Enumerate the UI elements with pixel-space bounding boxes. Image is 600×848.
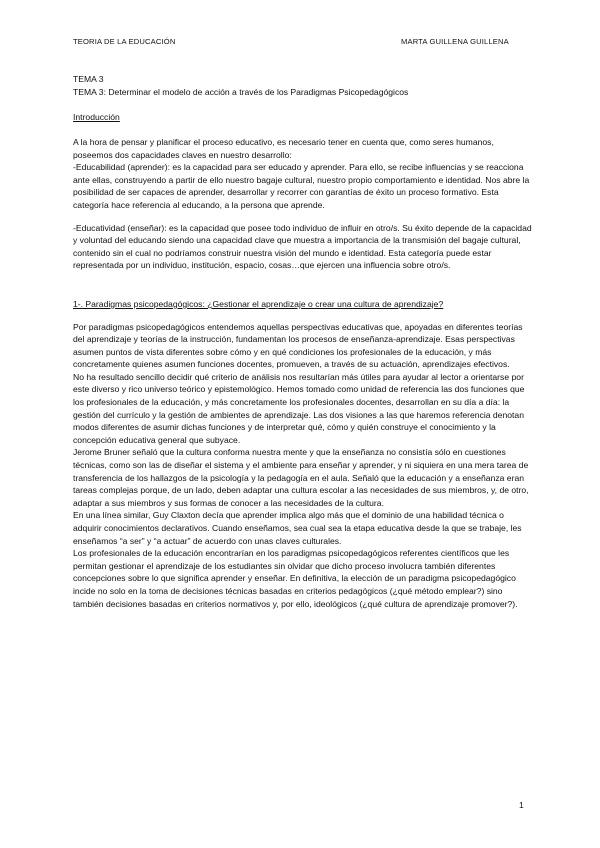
intro-paragraph-1: A la hora de pensar y planificar el proceso educativo, es necesario tener en cuenta que, como seres humanos, poseemos dos capacidades claves en nuestro desarrollo: bbox=[73, 136, 494, 160]
intro-paragraph-educabilidad: -Educabilidad (aprender): es la capacidad para ser educado y aprender. Para ello, se recibe influencias y se reacciona ante ellas, construyendo a partir de ello nuestro bagaje cultural, nuestro propio comportamiento e identidad. Nos abre la posibilidad de ser capaces de aprender, desarrollar y recorrer con garantías de éxito un proceso formativo. Esta categoría hace referencia al educando, a la persona que aprende. bbox=[73, 162, 530, 210]
document-body bbox=[73, 73, 533, 610]
tema-label: TEMA 3 bbox=[73, 74, 104, 84]
header-course-title: TEORIA DE LA EDUCACIÓN bbox=[73, 37, 176, 46]
section-1-paragraph-3: Jerome Bruner señaló que la cultura conforma nuestra mente y que la enseñanza no consistía sólo en cuestiones técnicas, como son las de diseñar el sistema y el ambiente para enseñar y aprender, y ni siquiera en una mera tarea de transferencia de los hallazgos de la psicología y la pedagogía en el aula. Señaló que la educación y a enseñanza eran tareas complejas porque, de un lado, deben adaptar una cultura escolar a las necesidades de sus miembros, y, de otro, adaptar a sus miembros y sus formas de conocer a las necesidades de la cultura. bbox=[73, 447, 529, 508]
section-1-paragraph-2: No ha resultado sencillo decidir qué criterio de análisis nos resultarían más útiles para ayudar al lector a orientarse por este diverso y rico universo teórico y epistemológico. Hemos tomado como unidad de referencia las dos funciones que los profesionales de la educación, y más concretamente los profesionales docentes, desarrollan en su día a día: la gestión del currículo y la gestión de ambientes de aprendizaje. Las dos visiones a las que haremos referencia denotan modos diferentes de asumir dichas funciones y de interpretar qué, cómo y quién construye el conocimiento y la concepción educativa general que subyace. bbox=[73, 371, 525, 445]
header-author-name: MARTA GUILLENA GUILLENA bbox=[401, 37, 509, 46]
page-number: 1 bbox=[519, 800, 524, 810]
intro-paragraph-educatividad: -Educatividad (enseñar): es la capacidad que posee todo individuo de influir en otro/s. Su éxito depende de la capacidad y voluntad del educando siendo una capacidad clave que muestra a importancia de la transmisión del bagaje cultural, contenido sin el cual no podríamos construir nuestra visión del mundo e identidad. Esta categoría puede estar representada por un individuo, institución, espacio, cosas…que ejercen una influencia sobre otro/s. bbox=[73, 222, 532, 271]
section-1-paragraph-1: Por paradigmas psicopedagógicos entendemos aquellas perspectivas educativas que, apoyadas en diferentes teorías del aprendizaje y teorías de la instrucción, fundamentan los procesos de enseñanza-aprendizaje. Esas perspectivas asumen puntos de vista diferentes sobre cómo y en qué condiciones los profesionales de la educación, y más concretamente quienes asumen funciones docentes, promueven, a través de su actuación, aprendizajes efectivos. bbox=[73, 321, 523, 370]
tema-title: TEMA 3: Determinar el modelo de acción a través de los Paradigmas Psicopedagógicos bbox=[73, 86, 409, 97]
section-1-paragraph-5: Los profesionales de la educación encontrarían en los paradigmas psicopedagógicos referentes científicos que les permitan gestionar el aprendizaje de los estudiantes sin olvidar que dicho proceso involucra también diferentes concepciones sobre lo que significa aprender y enseñar. En definitiva, la elección de un paradigma psicopedagógico incide no solo en la toma de decisiones técnicas basadas en criterios pedagógicos (¿qué método emplear?) sino también decisiones basadas en criterios normativos y, por ello, ideológicos (¿qué cultura de aprendizaje promover?). bbox=[73, 548, 518, 609]
intro-heading: Introducción bbox=[73, 111, 120, 122]
section-1-paragraph-4: En una línea similar, Guy Claxton decía que aprender implica algo más que el dominio de una habilidad técnica o adquirir conocimientos declarativos. Cuando enseñamos, sea cual sea la etapa educativa desde la que se trabaje, les enseñamos “a ser” y “a actuar” de acuerdo con unas claves culturales. bbox=[73, 510, 522, 546]
section-1-heading: 1-. Paradigmas psicopedagógicos: ¿Gestionar el aprendizaje o crear una cultura de aprendizaje? bbox=[73, 298, 444, 309]
